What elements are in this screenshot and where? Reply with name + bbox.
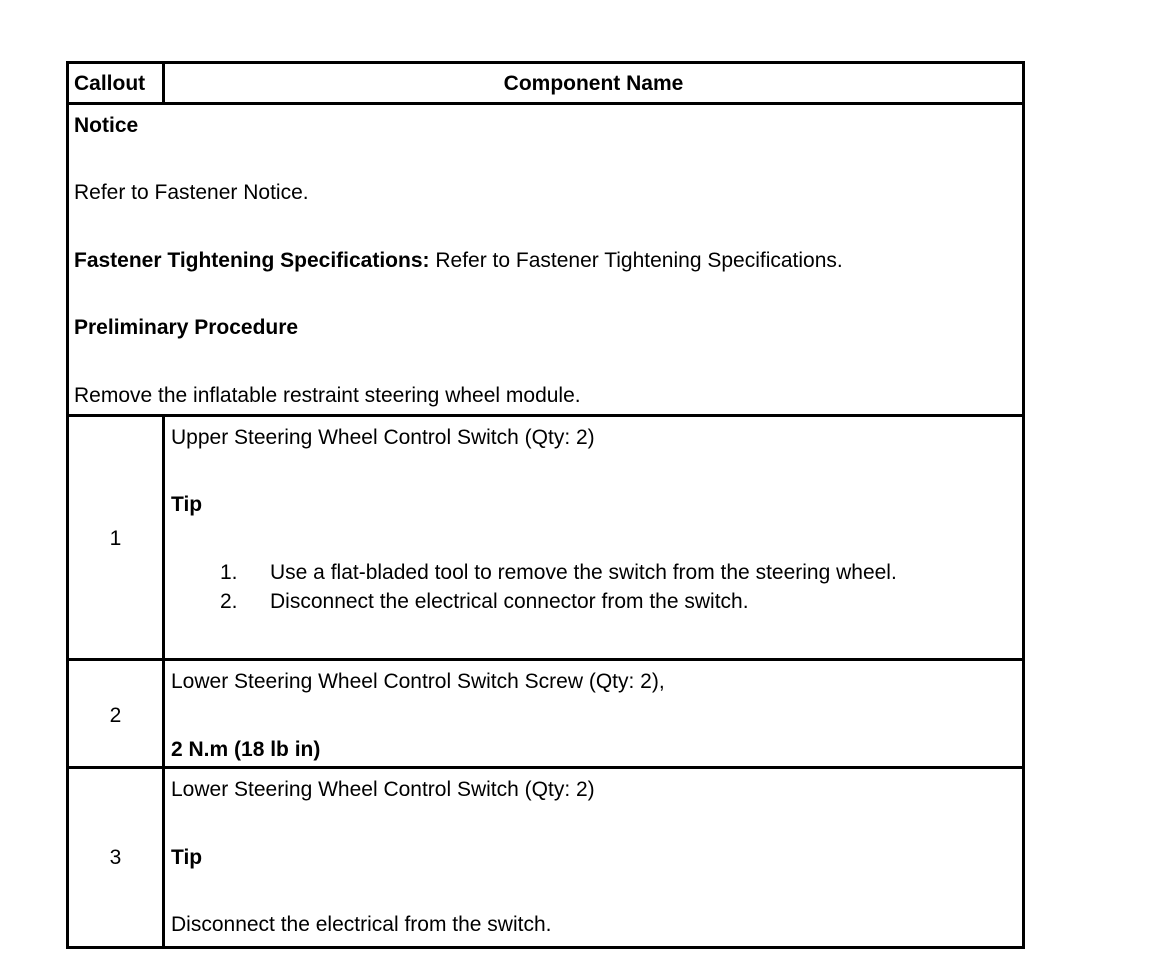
row2-name: Lower Steering Wheel Control Switch Screw (Qty: 2), (171, 670, 665, 693)
row3-callout: 3 (109, 846, 122, 869)
row3-tip-text: Disconnect the electrical from the switch. (171, 913, 552, 936)
preliminary-text: Remove the inflatable restraint steering wheel module. (74, 384, 581, 407)
notice-title: Notice (74, 114, 139, 137)
row1-step2-num: 2. (220, 590, 238, 613)
rows-column-divider (162, 414, 165, 946)
fastener-spec-text: Refer to Fastener Tightening Specifications. (429, 249, 843, 272)
header-component-name: Component Name (503, 72, 684, 95)
row1-step2-text: Disconnect the electrical connector from the switch. (270, 590, 749, 613)
row3-name: Lower Steering Wheel Control Switch (Qty: 2) (171, 778, 595, 801)
notice-text: Refer to Fastener Notice. (74, 181, 309, 204)
component-table (66, 61, 1025, 949)
preliminary-title: Preliminary Procedure (74, 316, 299, 339)
header-callout: Callout (74, 72, 146, 95)
fastener-spec-line (74, 249, 843, 273)
row1-callout: 1 (109, 527, 122, 550)
row1-name: Upper Steering Wheel Control Switch (Qty: 2) (171, 426, 595, 449)
row1-step1-num: 1. (220, 561, 238, 584)
row1-divider (69, 658, 1022, 661)
row1-step1-text: Use a flat-bladed tool to remove the switch from the steering wheel. (270, 561, 897, 584)
row2-callout: 2 (109, 704, 122, 727)
row2-divider (69, 766, 1022, 769)
fastener-spec-label: Fastener Tightening Specifications: (74, 249, 430, 272)
row2-torque: 2 N.m (18 lb in) (171, 738, 321, 761)
header-divider (69, 102, 1022, 105)
notice-divider (69, 414, 1022, 417)
row3-tip-label: Tip (171, 846, 203, 869)
row1-tip-label: Tip (171, 493, 203, 516)
